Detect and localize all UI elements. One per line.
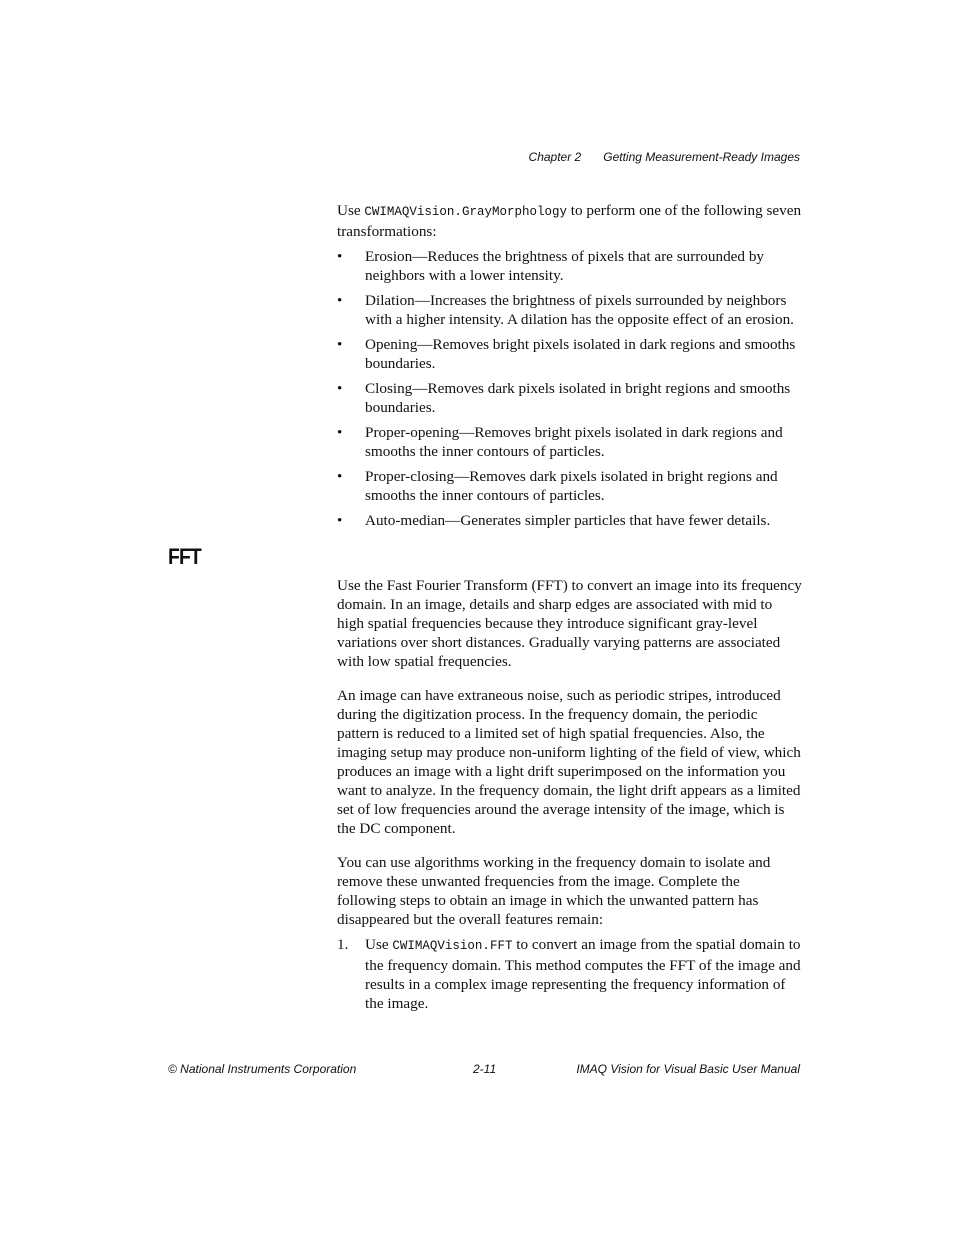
fft-paragraph-1: Use the Fast Fourier Transform (FFT) to convert an image into its frequency domain. In an image, details and sharp edges are associated with mid to high spatial frequencies because they introduce significant gray-level variations over short distances. Gradually varying patterns are associated with low spatial frequencies. bbox=[337, 577, 802, 670]
bullet-marker: • bbox=[337, 468, 343, 485]
intro-paragraph bbox=[337, 201, 802, 241]
code-fft: CWIMAQVision.FFT bbox=[392, 939, 513, 953]
list-item-text: Dilation—Increases the brightness of pixels surrounded by neighbors with a higher intensity. A dilation has the opposite effect of an erosion. bbox=[365, 292, 794, 328]
list-item-text: Proper-closing—Removes dark pixels isolated in bright regions and smooths the inner contours of particles. bbox=[365, 468, 778, 504]
morphology-section bbox=[337, 201, 802, 536]
running-header bbox=[529, 150, 800, 164]
list-item-text: Closing—Removes dark pixels isolated in bright regions and smooths boundaries. bbox=[365, 380, 791, 416]
list-item bbox=[337, 247, 802, 285]
step-number: 1. bbox=[337, 936, 349, 953]
step-item bbox=[337, 935, 802, 1013]
list-item bbox=[337, 379, 802, 417]
list-item bbox=[337, 291, 802, 329]
fft-section bbox=[337, 576, 802, 1019]
list-item bbox=[337, 467, 802, 505]
bullet-marker: • bbox=[337, 292, 343, 309]
list-item-text: Erosion—Reduces the brightness of pixels that are surrounded by neighbors with a lower intensity. bbox=[365, 248, 765, 284]
bullet-marker: • bbox=[337, 380, 343, 397]
steps-list bbox=[337, 935, 802, 1013]
intro-text-end: to perform one of the following seven transformations: bbox=[337, 202, 802, 240]
footer-page-number: 2-11 bbox=[473, 1062, 497, 1076]
fft-paragraph-3: You can use algorithms working in the frequency domain to isolate and remove these unwanted frequencies from the image. Complete the following steps to obtain an image in which the unwanted pattern has disappeared but the overall features remain: bbox=[337, 854, 771, 928]
list-item-text: Opening—Removes bright pixels isolated in dark regions and smooths boundaries. bbox=[365, 336, 796, 372]
bullet-marker: • bbox=[337, 248, 343, 265]
bullet-marker: • bbox=[337, 512, 343, 529]
list-item bbox=[337, 423, 802, 461]
chapter-title: Getting Measurement-Ready Images bbox=[603, 150, 800, 164]
footer-copyright: © National Instruments Corporation bbox=[168, 1062, 357, 1076]
chapter-label: Chapter 2 bbox=[528, 150, 582, 164]
step-text-start: Use bbox=[365, 936, 393, 953]
list-item bbox=[337, 511, 802, 530]
bullet-marker: • bbox=[337, 336, 343, 353]
list-item bbox=[337, 335, 802, 373]
list-item-text: Proper-opening—Removes bright pixels isolated in dark regions and smooths the inner contours of particles. bbox=[365, 424, 783, 460]
fft-paragraph-2: An image can have extraneous noise, such as periodic stripes, introduced during the digitization process. In the frequency domain, the periodic pattern is reduced to a limited set of high spatial frequencies. Also, the imaging setup may produce non-uniform lighting of the field of view, which produces an image with a light drift superimposed on the information you want to analyze. In the frequency domain, the light drift appears as a limited set of low frequencies around the average intensity of the image, which is the DC component. bbox=[337, 687, 801, 837]
section-heading-fft: FFT bbox=[168, 544, 201, 569]
footer-manual-title: IMAQ Vision for Visual Basic User Manual bbox=[576, 1062, 800, 1076]
transformation-list bbox=[337, 247, 802, 530]
bullet-marker: • bbox=[337, 424, 343, 441]
step-text-end: to convert an image from the spatial domain to the frequency domain. This method computes the FFT of the image and results in a complex image representing the frequency information of the image. bbox=[365, 936, 801, 1012]
code-graymorphology: CWIMAQVision.GrayMorphology bbox=[364, 205, 567, 219]
list-item-text: Auto-median—Generates simpler particles that have fewer details. bbox=[365, 512, 771, 529]
intro-text-start: Use bbox=[337, 202, 365, 219]
